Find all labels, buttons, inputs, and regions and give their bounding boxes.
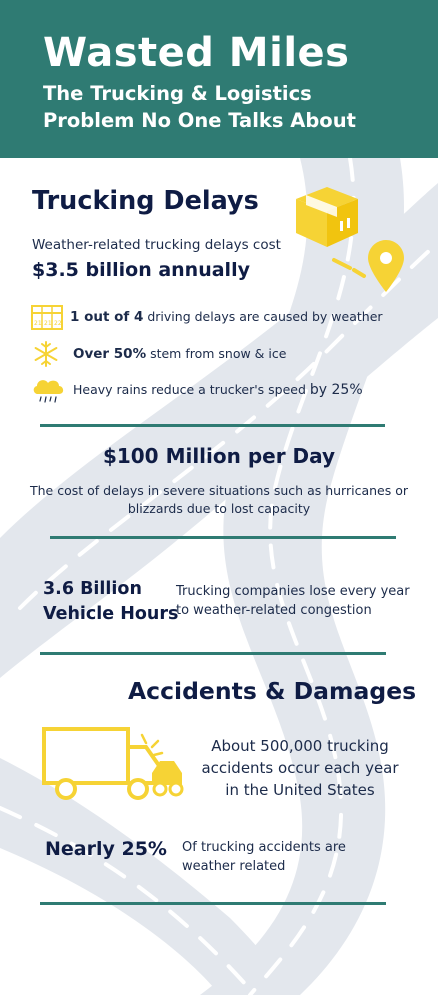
divider [40,424,385,427]
section-heading-delays: Trucking Delays [32,186,259,216]
accidents-weather-text: Of trucking accidents are weather related [182,840,346,874]
list-item-rain-speed: Heavy rains reduce a trucker's speed by 25% [73,382,363,398]
snowflake-icon [32,340,60,368]
svg-text:21: 21 [44,320,52,327]
calendar-icon [31,305,63,330]
per-day-heading: $100 Million per Day [102,444,336,468]
divider [40,652,386,655]
location-pin-icon [330,238,406,294]
divider [40,902,386,905]
per-day-text: The cost of delays in severe situations such as hurricanes or blizzards due to lost capacity [29,483,409,516]
accidents-weather-stat: Nearly 25% [45,838,167,860]
svg-text:22: 22 [54,320,62,327]
delays-intro-text: Weather-related trucking delays cost [32,237,281,253]
vehicle-hours-text: Trucking companies lose every year to weather-related congestion [176,584,410,618]
page-subtitle: The Trucking & Logistics Problem No One Talks About [43,82,356,132]
page-title: Wasted Miles [43,30,350,76]
vehicle-hours-stat: 3.6 Billion Vehicle Hours [43,579,179,624]
divider [50,536,396,539]
rain-cloud-icon [30,376,66,406]
list-item-delay-share: 1 out of 4 driving delays are caused by weather [70,309,383,325]
svg-text:21: 21 [34,320,42,327]
section-heading-accidents: Accidents & Damages [128,677,417,705]
accidents-text: About 500,000 trucking accidents occur each year in the United States [201,737,399,799]
header-banner [0,0,438,158]
list-item-snow-share: Over 50% stem from snow & ice [73,346,287,362]
truck-crash-icon [42,725,186,803]
delays-big-stat: $3.5 billion annually [32,259,250,281]
